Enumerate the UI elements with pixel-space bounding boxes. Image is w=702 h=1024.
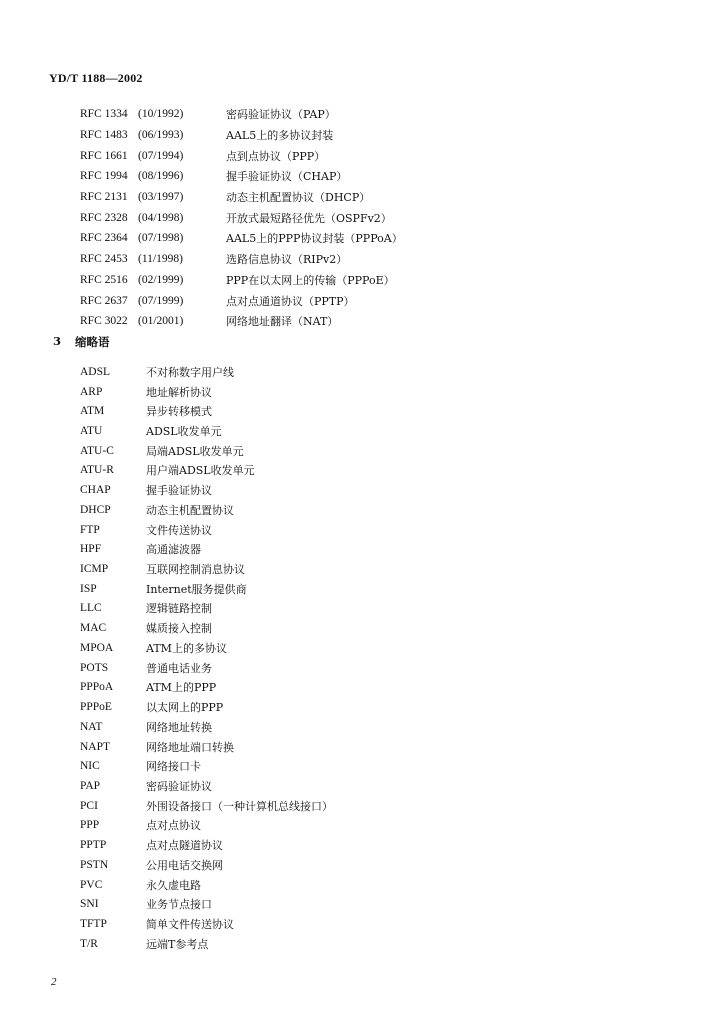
abbreviation-term: MPOA [80,641,114,654]
abbreviation-definition: 地址解析协议 [146,385,212,399]
rfc-date: (07/1998) [138,232,184,245]
abbreviation-term: ADSL [80,365,111,378]
abbreviation-definition: 网络接口卡 [146,760,201,774]
rfc-title: AAL5上的PPP协议封装（PPPoA） [226,232,403,246]
rfc-number: RFC 1661 [80,149,128,162]
abbreviation-definition: 网络地址端口转换 [146,740,234,754]
abbreviation-definition: ATM上的多协议 [146,641,227,655]
rfc-reference-row [80,125,403,146]
abbreviation-row [80,678,333,698]
abbreviation-term: NIC [80,760,100,773]
abbreviation-row [80,816,333,836]
abbreviation-definition: 公用电话交换网 [146,858,223,872]
rfc-number: RFC 2328 [80,211,128,224]
rfc-title: 密码验证协议（PAP） [226,108,336,122]
abbreviation-term: PSTN [80,858,109,871]
abbreviation-row [80,579,333,599]
rfc-number: RFC 1483 [80,129,128,142]
abbreviation-definition: 局端ADSL收发单元 [146,444,244,458]
rfc-reference-row [80,311,403,332]
rfc-reference-row [80,104,403,125]
abbreviation-row [80,697,333,717]
abbreviation-row [80,441,333,461]
abbreviation-definition: 不对称数字用户线 [146,365,234,379]
abbreviation-term: POTS [80,661,109,674]
rfc-title: PPP在以太网上的传输（PPPoE） [226,273,395,287]
abbreviation-definition: 高通滤波器 [146,543,201,557]
abbreviation-term: CHAP [80,484,111,497]
abbreviation-definition: 动态主机配置协议 [146,503,234,517]
rfc-title: 点到点协议（PPP） [226,149,326,163]
abbreviation-term: NAT [80,720,103,733]
abbreviation-row [80,461,333,481]
abbreviation-definition: 密码验证协议 [146,779,212,793]
abbreviation-row [80,796,333,816]
abbreviation-definition: 用户端ADSL收发单元 [146,464,255,478]
abbreviation-definition: 远端T参考点 [146,937,209,951]
abbreviation-term: TFTP [80,917,107,930]
rfc-number: RFC 2131 [80,191,128,204]
rfc-number: RFC 1994 [80,170,128,183]
section-title: 缩略语 [75,335,110,349]
abbreviation-definition: ATM上的PPP [146,681,217,695]
abbreviation-row [80,421,333,441]
section-number: 3 [53,334,62,348]
page-number: 2 [51,976,57,988]
abbreviation-row [80,480,333,500]
rfc-date: (03/1997) [138,191,184,204]
rfc-number: RFC 2637 [80,294,128,307]
abbreviation-row [80,756,333,776]
rfc-number: RFC 2516 [80,273,128,286]
rfc-date: (07/1994) [138,149,184,162]
abbreviation-definition: 媒质接入控制 [146,622,212,636]
rfc-date: (02/1999) [138,273,184,286]
rfc-title: 点对点通道协议（PPTP） [226,294,355,308]
abbreviation-definition: 业务节点接口 [146,898,212,912]
abbreviation-row [80,875,333,895]
rfc-date: (11/1998) [138,253,183,266]
abbreviation-term: PPPoA [80,681,114,694]
abbreviation-term: ARP [80,385,103,398]
rfc-number: RFC 3022 [80,315,128,328]
abbreviation-row [80,658,333,678]
abbreviation-definition: 普通电话业务 [146,661,212,675]
abbreviation-row [80,737,333,757]
abbreviation-term: ATM [80,405,105,418]
rfc-number: RFC 1334 [80,108,128,121]
abbreviation-row [80,362,333,382]
abbreviation-term: PPPoE [80,701,112,714]
rfc-title: 开放式最短路径优先（OSPFv2） [226,211,392,225]
abbreviation-definition: 异步转移模式 [146,405,212,419]
rfc-reference-row [80,249,403,270]
abbreviation-term: PVC [80,878,103,891]
abbreviation-row [80,894,333,914]
abbreviation-row [80,401,333,421]
abbreviation-definition: 网络地址转换 [146,720,212,734]
abbreviation-definition: Internet服务提供商 [146,582,247,596]
rfc-date: (06/1993) [138,129,184,142]
abbreviation-row [80,914,333,934]
abbreviation-row [80,559,333,579]
abbreviation-term: ISP [80,582,97,595]
abbreviation-row [80,776,333,796]
abbreviation-term: LLC [80,602,102,615]
abbreviation-definition: 简单文件传送协议 [146,917,234,931]
abbreviation-term: SNI [80,898,99,911]
rfc-date: (10/1992) [138,108,184,121]
abbreviation-row [80,717,333,737]
abbreviation-term: PPP [80,819,100,832]
abbreviation-term: ICMP [80,563,109,576]
abbreviation-definition: 外围设备接口（一种计算机总线接口） [146,799,333,813]
abbreviation-definition: 以太网上的PPP [146,701,224,715]
rfc-date: (07/1999) [138,294,184,307]
rfc-date: (08/1996) [138,170,184,183]
rfc-reference-list [80,104,403,332]
abbreviation-row [80,539,333,559]
abbreviation-term: NAPT [80,740,111,753]
rfc-reference-row [80,270,403,291]
abbreviation-term: PAP [80,779,101,792]
rfc-title: AAL5上的多协议封装 [226,129,334,143]
abbreviation-definition: 点对点隧道协议 [146,839,223,853]
abbreviation-definition: 互联网控制消息协议 [146,563,245,577]
abbreviation-definition: 文件传送协议 [146,523,212,537]
abbreviation-definition: 握手验证协议 [146,484,212,498]
rfc-title: 选路信息协议（RIPv2） [226,253,348,267]
abbreviation-row [80,618,333,638]
rfc-reference-row [80,187,403,208]
abbreviation-row [80,500,333,520]
abbreviation-term: T/R [80,937,98,950]
abbreviation-term: PCI [80,799,98,812]
rfc-title: 动态主机配置协议（DHCP） [226,191,371,205]
abbreviation-row [80,599,333,619]
abbreviation-row [80,835,333,855]
abbreviation-definition: 逻辑链路控制 [146,602,212,616]
rfc-reference-row [80,228,403,249]
rfc-date: (04/1998) [138,211,184,224]
abbreviation-row [80,638,333,658]
rfc-title: 握手验证协议（CHAP） [226,170,348,184]
abbreviation-term: HPF [80,543,102,556]
abbreviation-definition: ADSL收发单元 [146,425,222,439]
abbreviation-row [80,520,333,540]
abbreviation-row [80,382,333,402]
abbreviation-row [80,855,333,875]
rfc-reference-row [80,207,403,228]
rfc-reference-row [80,166,403,187]
rfc-number: RFC 2453 [80,253,128,266]
rfc-reference-row [80,290,403,311]
section-heading [53,334,110,350]
abbreviation-row [80,934,333,954]
abbreviation-term: FTP [80,523,100,536]
abbreviation-term: ATU [80,425,103,438]
abbreviation-term: ATU-C [80,444,114,457]
abbreviation-term: PPTP [80,839,107,852]
rfc-number: RFC 2364 [80,232,128,245]
rfc-title: 网络地址翻译（NAT） [226,315,339,329]
document-header: YD/T 1188—2002 [49,71,143,85]
abbreviation-definition: 永久虚电路 [146,878,201,892]
abbreviation-term: ATU-R [80,464,114,477]
abbreviation-term: DHCP [80,503,111,516]
abbreviation-term: MAC [80,622,107,635]
abbreviation-definition: 点对点协议 [146,819,201,833]
abbreviation-list [80,362,333,954]
rfc-date: (01/2001) [138,315,184,328]
rfc-reference-row [80,145,403,166]
